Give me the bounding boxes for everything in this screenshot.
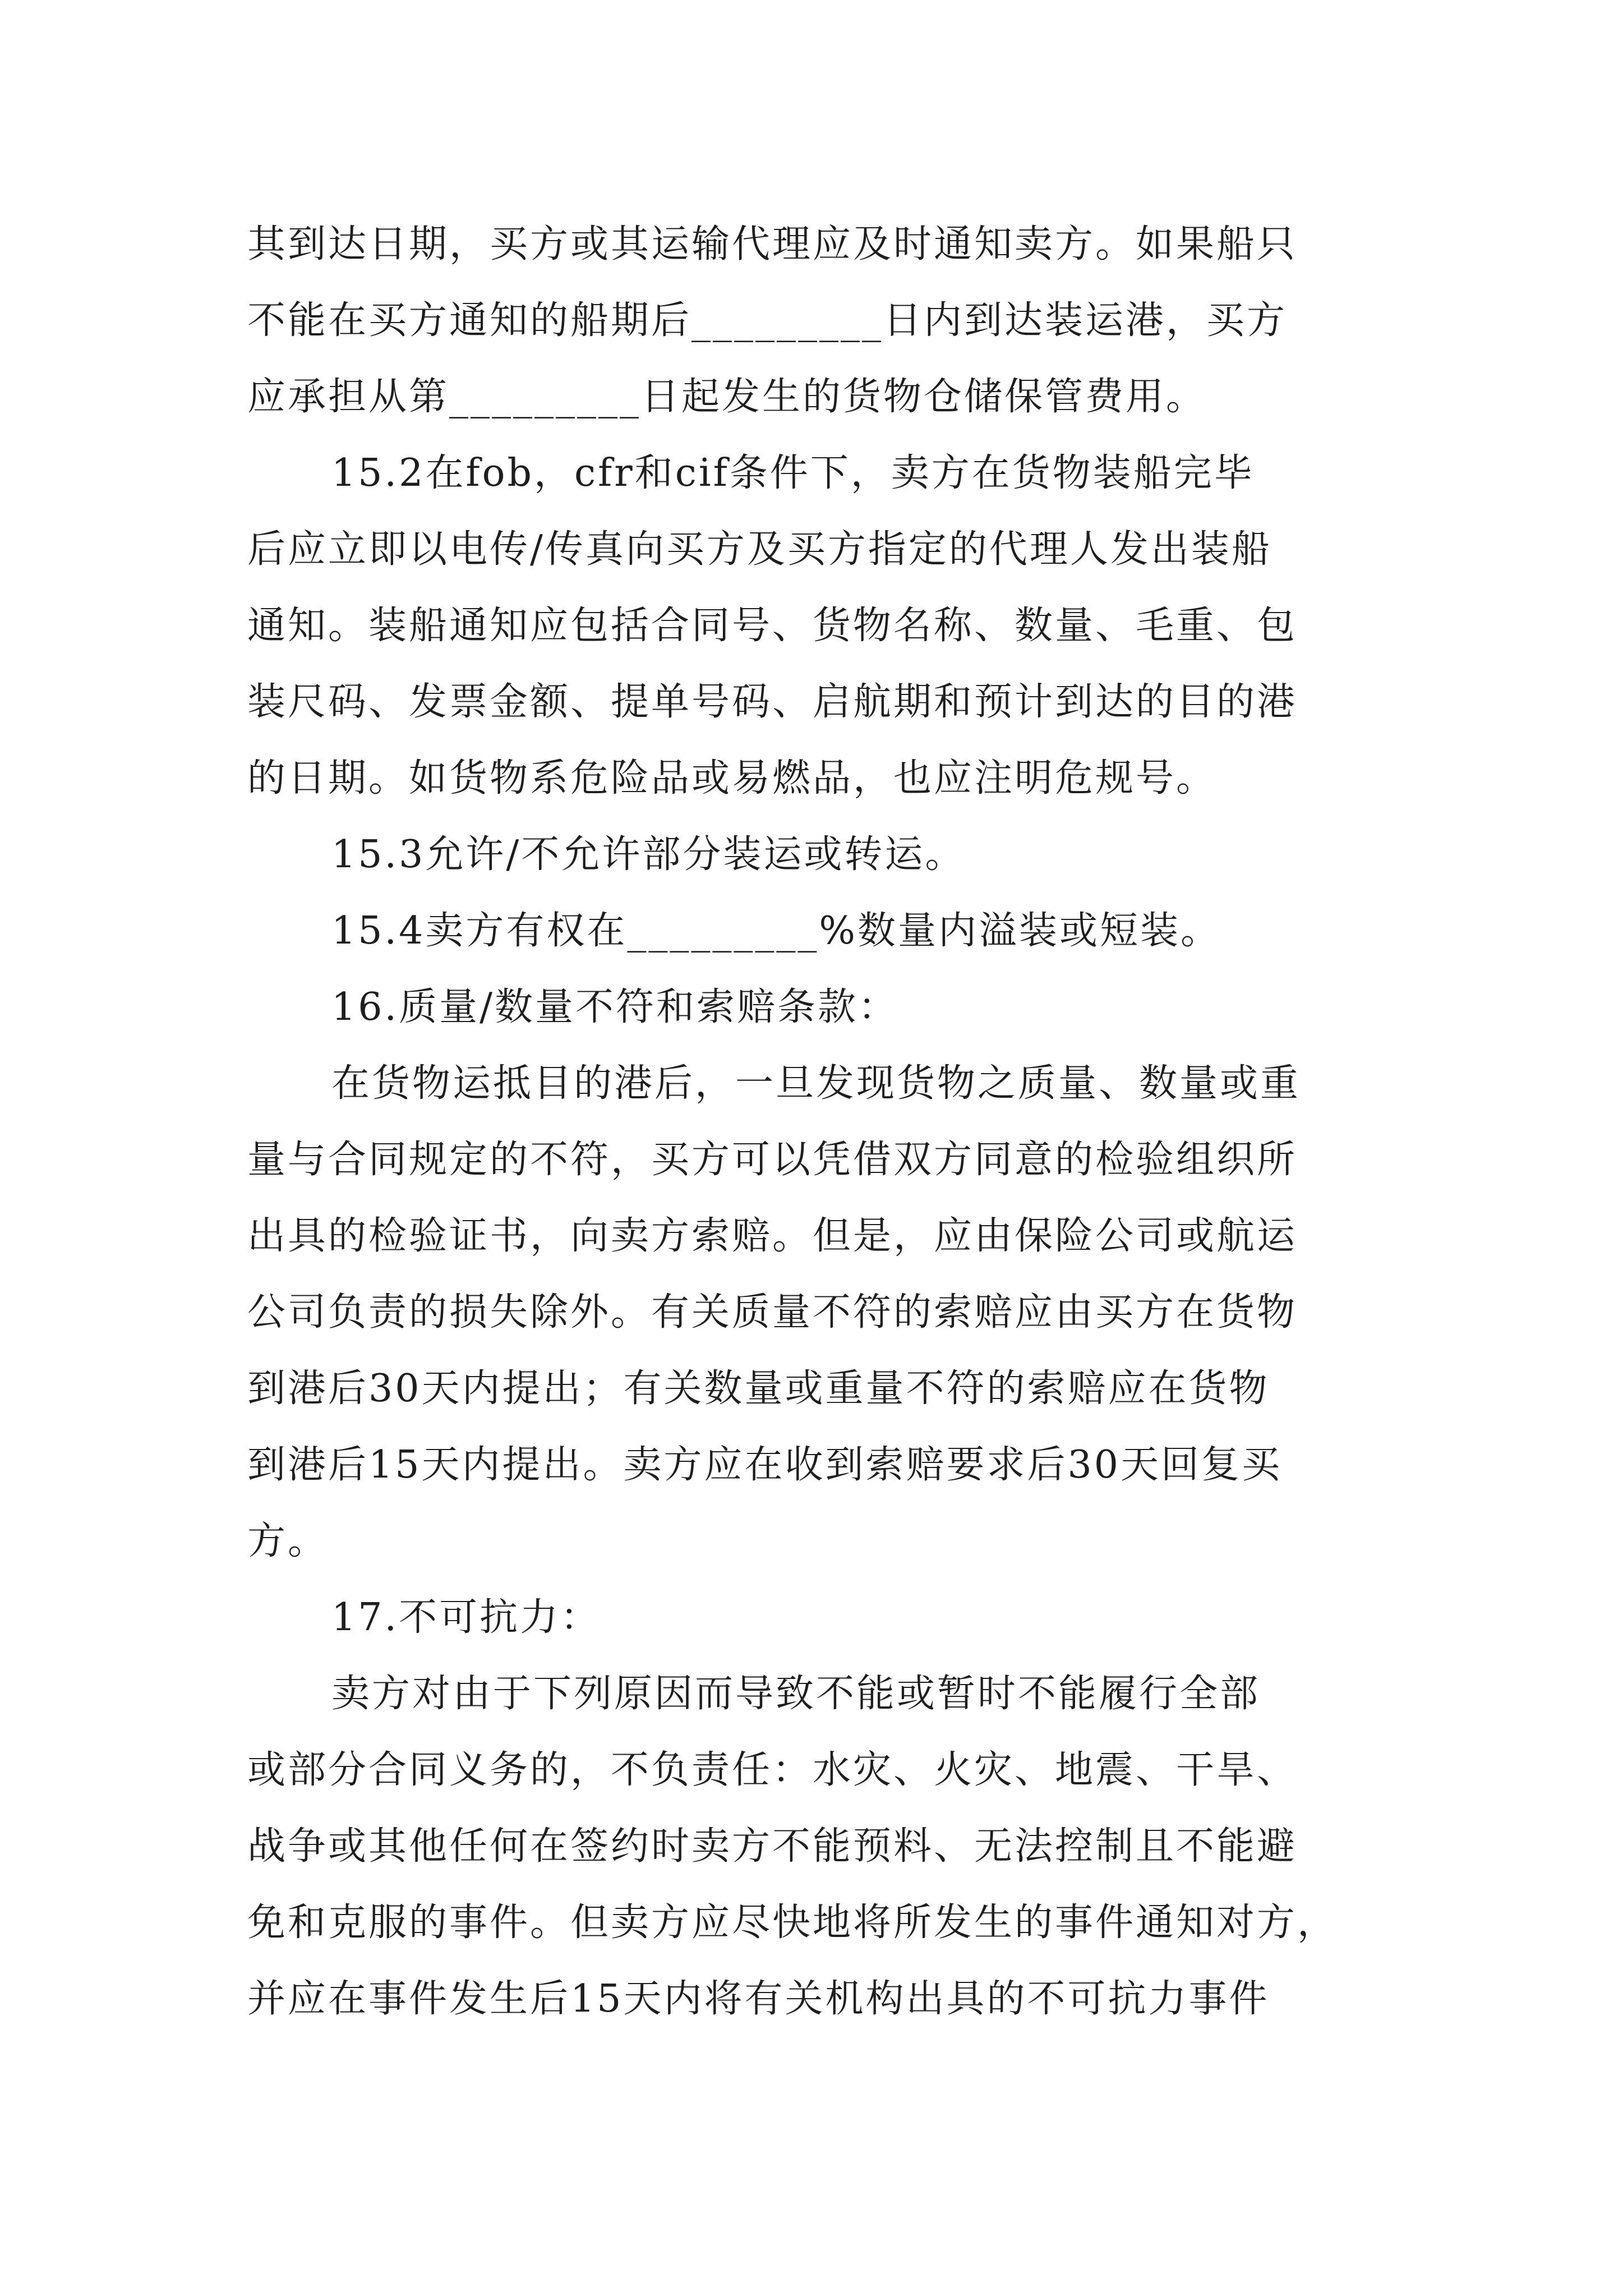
text-line: 15.4卖方有权在_________%数量内溢装或短装。 [331,909,1221,953]
text-line: 不能在买方通知的船期后_________日内到达装运港，买方 [247,298,1288,343]
text-line: 到港后30天内提出；有关数量或重量不符的索赔应在货物 [247,1366,1270,1411]
text-line: 应承担从第_________日起发生的货物仓储保管费用。 [247,375,1207,419]
text-line: 其到达日期，买方或其运输代理应及时通知卖方。如果船只 [247,222,1298,266]
text-line: 17.不可抗力： [331,1595,601,1640]
text-line: 在货物运抵目的港后，一旦发现货物之质量、数量或重 [331,1061,1301,1106]
text-line: 免和克服的事件。但卖方应尽快地将所发生的事件通知对方， [247,1901,1338,1945]
text-line: 装尺码、发票金额、提单号码、启航期和预计到达的目的港 [247,680,1298,724]
text-line: 方。 [247,1519,329,1563]
text-line: 后应立即以电传/传真向买方及买方指定的代理人发出装船 [247,527,1272,572]
text-line: 或部分合同义务的，不负责任：水灾、火灾、地震、干旱、 [247,1748,1298,1792]
text-line: 并应在事件发生后15天内将有关机构出具的不可抗力事件 [247,1977,1270,2021]
text-line: 到港后15天内提出。卖方应在收到索赔要求后30天回复买 [247,1443,1283,1487]
text-line: 战争或其他任何在签约时卖方不能预料、无法控制且不能避 [247,1824,1298,1869]
text-line: 出具的检验证书，向卖方索赔。但是，应由保险公司或航运 [247,1214,1298,1258]
text-line: 15.2在fob，cfr和cif条件下，卖方在货物装船完毕 [331,451,1255,495]
text-line: 16.质量/数量不符和索赔条款： [331,985,899,1029]
text-line: 的日期。如货物系危险品或易燃品，也应注明危规号。 [247,756,1217,800]
document-body [247,206,1391,2037]
text-line: 通知。装船通知应包括合同号、货物名称、数量、毛重、包 [247,604,1298,648]
text-line: 卖方对由于下列原因而导致不能或暂时不能履行全部 [331,1672,1261,1716]
text-line: 公司负责的损失除外。有关质量不符的索赔应由买方在货物 [247,1290,1298,1335]
text-line: 15.3允许/不允许部分装运或转运。 [331,832,966,877]
text-line: 量与合同规定的不符，买方可以凭借双方同意的检验组织所 [247,1138,1298,1182]
